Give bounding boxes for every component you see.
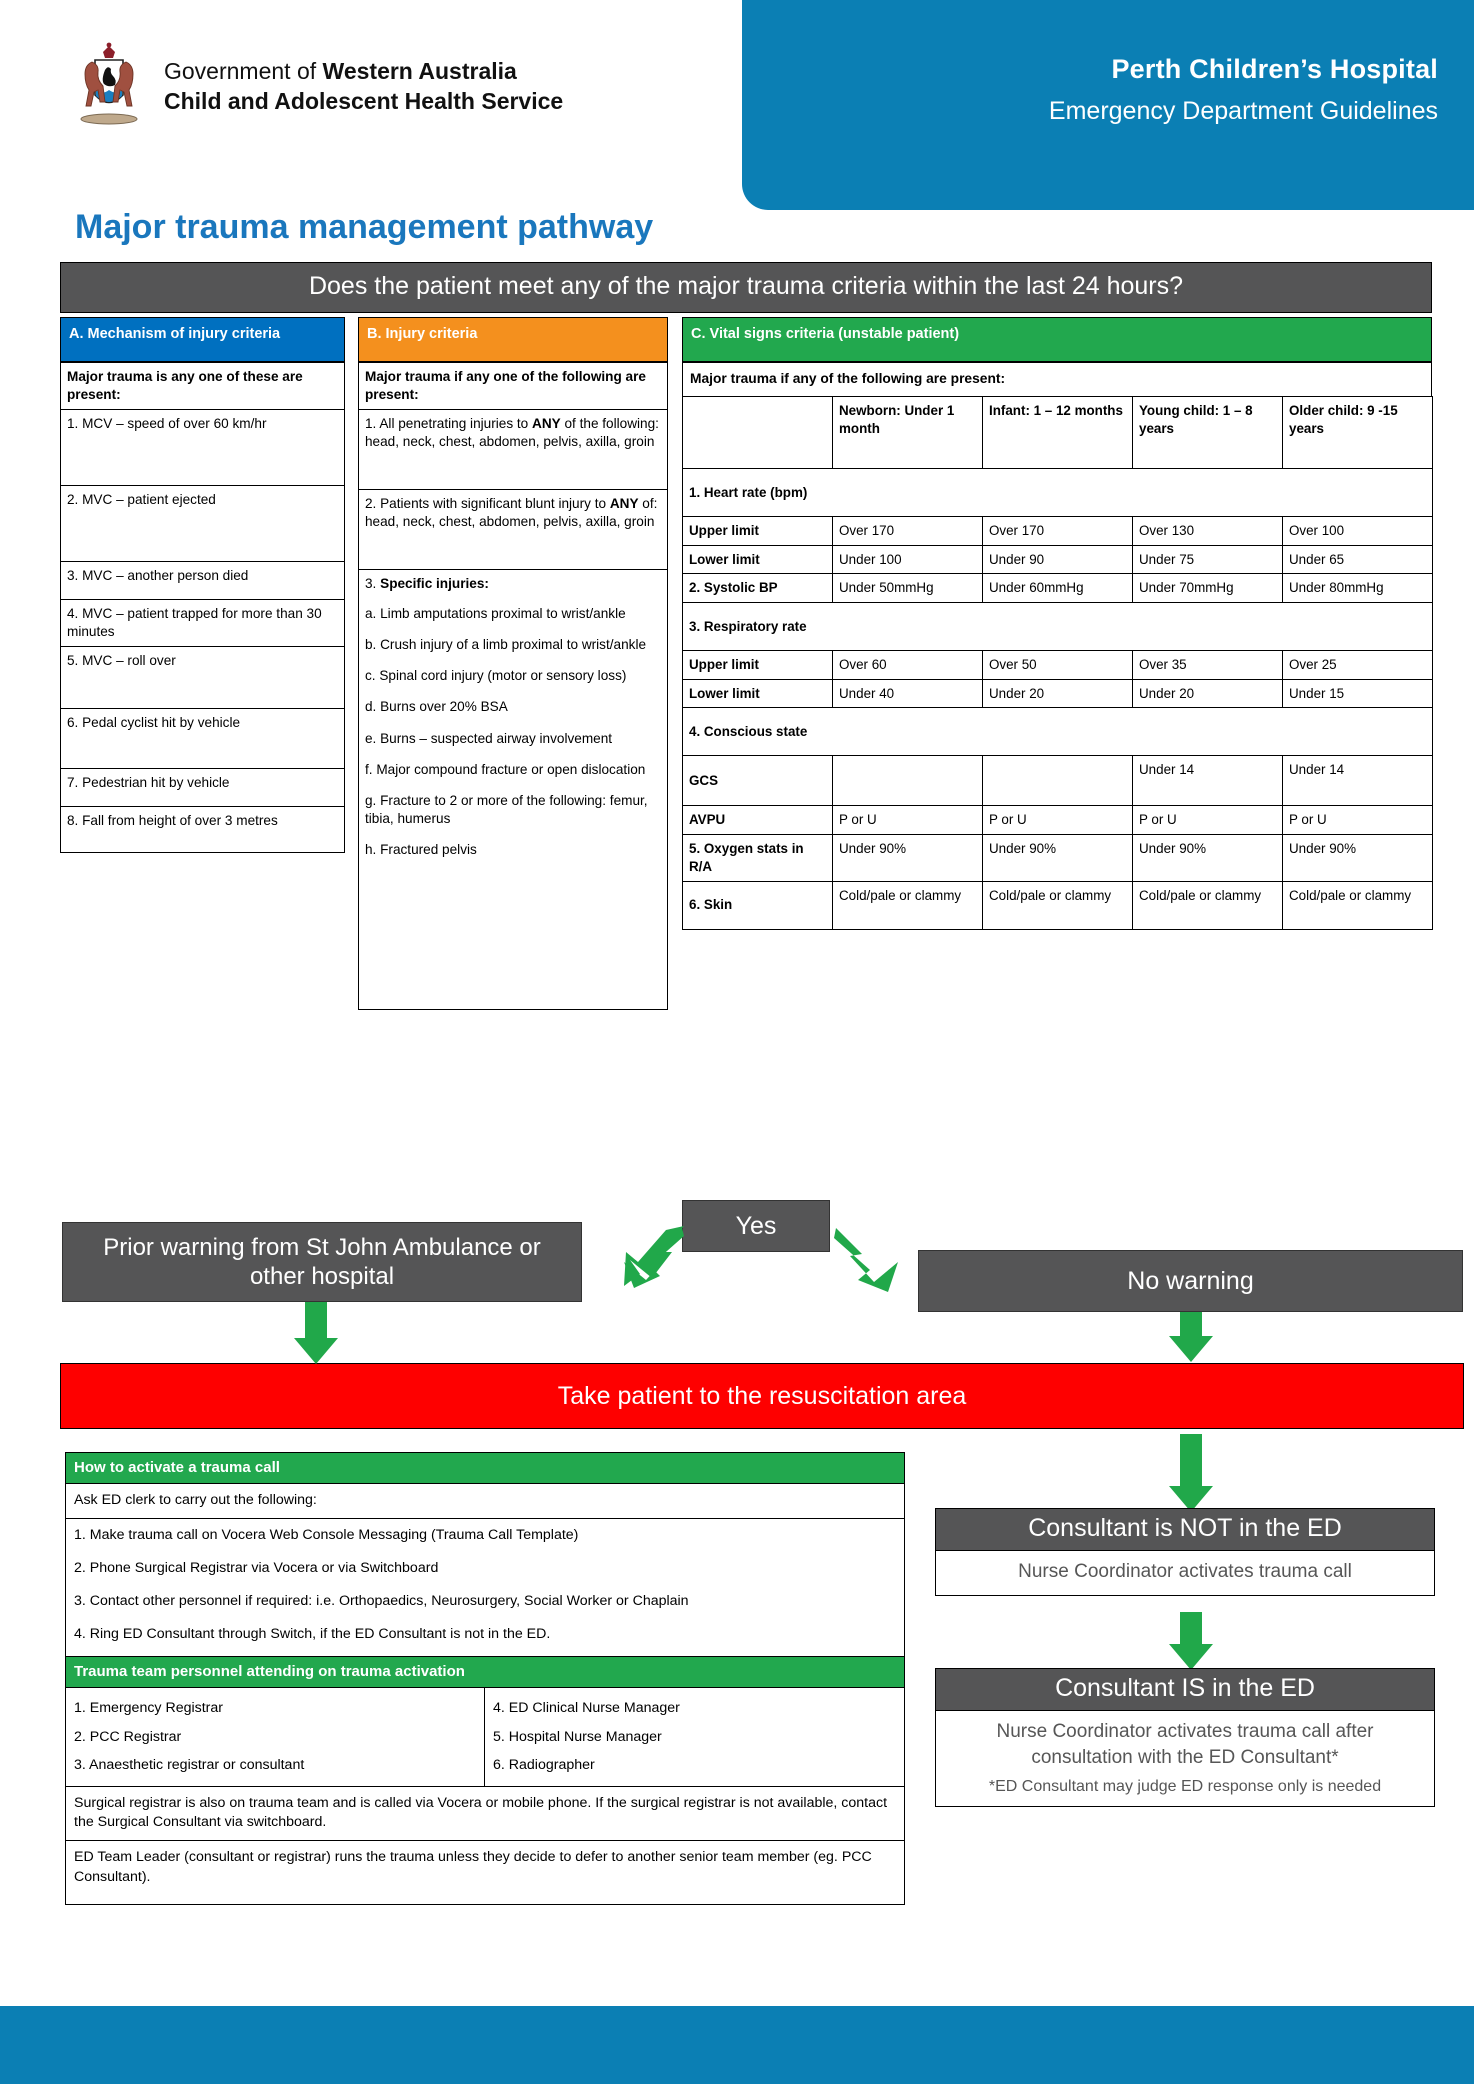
panel-heading-team: Trauma team personnel attending on trauma activation [66,1657,904,1688]
table-cell: Under 75 [1133,545,1283,574]
list-item: g. Fracture to 2 or more of the following: femur, tibia, humerus [365,792,648,826]
table-cell: P or U [833,806,983,835]
team-leader-note: ED Team Leader (consultant or registrar) runs the trauma unless they decide to defer to another senior team member (eg. PCC Consultant). [74,1849,872,1886]
table-cell: Under 14 [1133,756,1283,806]
table-cell: Over 170 [983,517,1133,546]
list-item: c. Spinal cord injury (motor or sensory loss) [365,668,627,684]
gov-state: Western Australia [322,57,517,84]
table-cell: P or U [983,806,1133,835]
table-row [683,756,1433,806]
table-row [683,469,1433,517]
row-label: Lower limit [683,545,833,574]
gov-line-2: Child and Adolescent Health Service [164,88,564,114]
consultant-in-ed-footnote: *ED Consultant may judge ED response only is needed [988,1778,1382,1796]
vital-signs-table [682,396,1433,930]
arrow-head-icon [1169,1336,1213,1362]
team-left-column [66,1688,485,1785]
table-cell: Cold/pale or clammy [833,881,983,929]
column-a-table [60,362,345,853]
table-row: 4. MVC – patient trapped for more than 30 minutes [61,600,345,647]
table-row: 7. Pedestrian hit by vehicle [61,769,345,807]
guidelines-subtitle: Emergency Department Guidelines [1048,97,1438,125]
section-heart-rate: 1. Heart rate (bpm) [683,469,1433,517]
b-item3-heading [365,575,661,593]
row-label-gcs: GCS [683,756,833,806]
row-label: Upper limit [683,517,833,546]
b-item2-any: ANY [609,496,639,512]
arrow-head-icon [1169,1644,1213,1670]
table-cell: Under 80mmHg [1283,574,1433,603]
table-row [683,651,1433,680]
table-row: 2. MVC – patient ejected [61,486,345,562]
table-cell: Under 90% [1133,835,1283,881]
vitals-corner-cell [683,397,833,469]
table-cell: Over 50 [983,651,1133,680]
table-cell: P or U [1283,806,1433,835]
activate-steps [66,1519,904,1658]
hospital-name: Perth Children’s Hospital [1111,54,1438,84]
table-cell: Under 20 [983,679,1133,708]
b-item3-num: 3. [365,576,381,592]
column-a-intro: Major trauma is any one of these are present: [61,363,345,410]
table-cell: Over 35 [1133,651,1283,680]
age-header: Newborn: Under 1 month [833,397,983,469]
arrow-shaft [1180,1612,1202,1648]
yes-label-box: Yes [682,1200,830,1252]
list-item: e. Burns – suspected airway involvement [365,730,613,746]
table-cell: Under 90% [983,835,1133,881]
column-b-specifics-cell [359,570,668,1010]
b-item3-title: Specific injuries: [380,576,489,592]
age-header: Young child: 1 – 8 years [1133,397,1283,469]
column-a-heading: A. Mechanism of injury criteria [60,317,345,362]
table-cell: Under 40 [833,679,983,708]
row-label-skin: 6. Skin [683,881,833,929]
list-item: 1. Emergency Registrar [74,1700,224,1717]
table-row [683,603,1433,651]
criteria-block [60,262,1432,1010]
table-cell: Under 14 [1283,756,1433,806]
section-conscious-state: 4. Conscious state [683,708,1433,756]
arrow-left-down-icon [620,1222,690,1302]
table-row [683,397,1433,469]
column-c-heading: C. Vital signs criteria (unstable patient) [682,317,1432,362]
consultant-not-in-ed-heading: Consultant is NOT in the ED [936,1509,1434,1551]
table-row [683,679,1433,708]
activate-trauma-call-panel [65,1452,905,1905]
table-row [683,517,1433,546]
table-row [683,835,1433,881]
table-cell: Under 90 [983,545,1133,574]
list-item: f. Major compound fracture or open dislocation [365,761,646,777]
wa-coat-of-arms-icon [70,40,148,132]
table-cell: Under 70mmHg [1133,574,1283,603]
table-cell: Under 90% [1283,835,1433,881]
team-right-column [485,1688,904,1785]
consultant-not-in-ed-box [935,1508,1435,1596]
table-row [683,881,1433,929]
column-b-heading: B. Injury criteria [358,317,668,362]
table-cell: P or U [1133,806,1283,835]
table-cell: Under 90% [833,835,983,881]
resuscitation-bar: Take patient to the resuscitation area [60,1363,1464,1429]
arrow-shaft [1180,1434,1202,1490]
criteria-question-bar: Does the patient meet any of the major trauma criteria within the last 24 hours? [60,262,1432,313]
section-respiratory-rate: 3. Respiratory rate [683,603,1433,651]
list-item: 5. Hospital Nurse Manager [493,1728,662,1745]
table-cell: Under 65 [1283,545,1433,574]
list-item: 2. PCC Registrar [74,1728,182,1745]
table-row [683,545,1433,574]
column-c-intro: Major trauma if any of the following are present: [682,362,1432,396]
table-row [359,410,668,490]
table-cell: Cold/pale or clammy [1133,881,1283,929]
no-warning-box: No warning [918,1250,1463,1312]
wa-government-logo [70,40,563,132]
table-cell: Under 15 [1283,679,1433,708]
table-row [683,806,1433,835]
panel-heading-activate: How to activate a trauma call [66,1453,904,1484]
row-label-systolic-bp: 2. Systolic BP [683,574,833,603]
table-row [359,490,668,570]
age-header: Infant: 1 – 12 months [983,397,1133,469]
list-item: b. Crush injury of a limb proximal to wrist/ankle [365,637,647,653]
b-item2-pre: 2. Patients with significant blunt injury to [365,496,610,512]
arrow-head-icon [294,1338,338,1364]
row-label: Upper limit [683,651,833,680]
table-cell: Cold/pale or clammy [1283,881,1433,929]
table-cell: Over 25 [1283,651,1433,680]
gov-line-1 [164,56,563,86]
activate-intro: Ask ED clerk to carry out the following: [66,1484,904,1519]
footer-band [0,2006,1474,2084]
table-row [683,708,1433,756]
page-title: Major trauma management pathway [75,208,654,246]
row-label: Lower limit [683,679,833,708]
table-row: 3. MVC – another person died [61,562,345,600]
table-row: 1. MCV – speed of over 60 km/hr [61,410,345,486]
list-item: h. Fractured pelvis [365,841,477,857]
table-row [683,574,1433,603]
row-label-avpu: AVPU [683,806,833,835]
column-c-vital-signs [682,317,1432,930]
table-row: 6. Pedal cyclist hit by vehicle [61,709,345,769]
b-item1-pre: 1. All penetrating injuries to [365,416,533,432]
table-cell: Under 20 [1133,679,1283,708]
table-cell [983,756,1133,806]
table-cell: Over 100 [1283,517,1433,546]
age-header: Older child: 9 -15 years [1283,397,1433,469]
b-item1-post: of the following: head, neck, chest, abdomen, pelvis, axilla, groin [365,416,659,450]
consultant-not-in-ed-body: Nurse Coordinator activates trauma call [1018,1561,1352,1582]
header-banner [742,0,1474,210]
table-cell: Over 170 [833,517,983,546]
column-a-mechanism [60,317,345,853]
table-cell: Under 50mmHg [833,574,983,603]
gov-prefix: Government of [164,57,323,84]
arrow-shaft [305,1302,327,1342]
list-item: 2. Phone Surgical Registrar via Vocera or via Switchboard [74,1559,439,1576]
table-row: 8. Fall from height of over 3 metres [61,807,345,853]
consultant-in-ed-body: Nurse Coordinator activates trauma call after consultation with the ED Consultant* [996,1721,1374,1768]
table-cell: Cold/pale or clammy [983,881,1133,929]
table-cell: Under 100 [833,545,983,574]
list-item: 1. Make trauma call on Vocera Web Console Messaging (Trauma Call Template) [74,1526,579,1543]
arrow-right-down-icon [828,1222,908,1308]
list-item: 3. Contact other personnel if required: i.e. Orthopaedics, Neurosurgery, Social Worker or Chaplain [74,1592,689,1609]
table-row: 5. MVC – roll over [61,647,345,709]
list-item: 4. Ring ED Consultant through Switch, if the ED Consultant is not in the ED. [74,1625,551,1642]
list-item: d. Burns over 20% BSA [365,699,508,715]
column-b-table [358,362,668,1010]
table-cell [833,756,983,806]
list-item: 3. Anaesthetic registrar or consultant [74,1757,305,1774]
column-b-injury [358,317,668,1010]
consultant-in-ed-heading: Consultant IS in the ED [936,1669,1434,1711]
b-item1-any: ANY [532,416,561,432]
list-item: 6. Radiographer [493,1757,595,1774]
table-cell: Over 130 [1133,517,1283,546]
list-item: a. Limb amputations proximal to wrist/ankle [365,606,626,622]
row-label-oxygen: 5. Oxygen stats in R/A [683,835,833,881]
team-personnel-columns [66,1688,904,1786]
surgical-registrar-note: Surgical registrar is also on trauma team and is called via Vocera or mobile phone. If the surgical registrar is not available, contact the Surgical Consultant via switchboard. [66,1787,904,1842]
b-item2-post: of: head, neck, chest, abdomen, pelvis, axilla, groin [365,496,658,530]
list-item: 4. ED Clinical Nurse Manager [493,1700,680,1717]
column-b-intro: Major trauma if any one of the following are present: [359,363,668,410]
prior-warning-box: Prior warning from St John Ambulance or other hospital [62,1222,582,1302]
table-cell: Over 60 [833,651,983,680]
table-cell: Under 60mmHg [983,574,1133,603]
consultant-in-ed-box [935,1668,1435,1807]
